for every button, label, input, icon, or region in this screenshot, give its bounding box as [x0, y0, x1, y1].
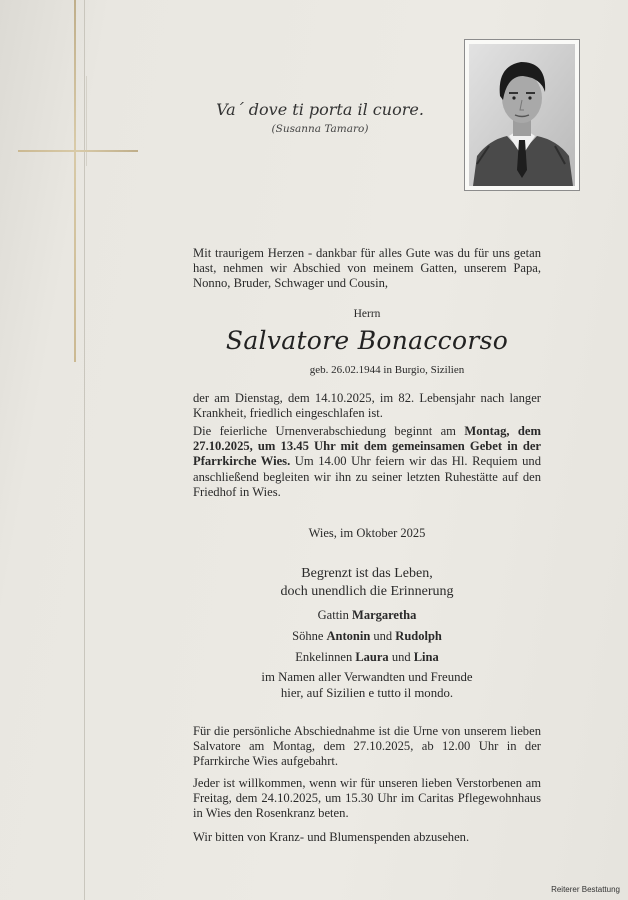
- son-1-name: Antonin: [326, 629, 371, 643]
- portrait-photo: [469, 44, 575, 186]
- sons-and: und: [370, 629, 396, 643]
- ceremony-text-before: Die feierliche Urnenverabschiedung beginnt am: [193, 424, 465, 438]
- relatives-line-1: im Namen aller Verwandten und Freunde: [261, 670, 473, 684]
- place-date: Wies, im Oktober 2025: [308, 526, 426, 540]
- motto-author: (Susanna Tamaro): [271, 123, 369, 135]
- family-sons: [193, 626, 541, 647]
- funeral-home-credit: Reiterer Bestattung: [551, 885, 620, 894]
- family-wife: [193, 605, 541, 626]
- intro-text: Mit traurigem Herzen - dankbar für alles Gute was du für uns getan hast, nehmen wir Abschied von meinem Gatten, unserem Papa, Nonno, Bruder, Schwager und Cousin,: [193, 246, 541, 291]
- birth-info: geb. 26.02.1944 in Burgio, Sizilien: [309, 364, 465, 376]
- sons-label: Söhne: [292, 629, 327, 643]
- grandchildren-label: Enkelinnen: [295, 650, 356, 664]
- motto: [200, 100, 440, 135]
- grandchildren-and: und: [388, 650, 414, 664]
- fold-crease: [84, 0, 85, 900]
- verse-line-2: doch unendlich die Erinnerung: [280, 584, 454, 599]
- relatives-line-2: hier, auf Sizilien e tutto il mondo.: [280, 686, 454, 700]
- cross-icon-vertical: [74, 0, 76, 362]
- family-grandchildren: [193, 647, 541, 668]
- son-2-name: Rudolph: [395, 629, 442, 643]
- flowers-text: Wir bitten von Kranz- und Blumenspenden abzusehen.: [193, 830, 470, 844]
- rosary-text: Jeder ist willkommen, wenn wir für unseren lieben Verstorbenen am Freitag, dem 24.10.2025, um 15.30 Uhr im Caritas Pflegewohnhaus in Wies den Rosenkranz beten.: [193, 776, 541, 821]
- grandchild-1-name: Laura: [355, 650, 389, 664]
- relatives-block: [193, 669, 541, 701]
- viewing-text: Für die persönliche Abschiednahme ist die Urne von unserem lieben Salvatore am Montag, dem 27.10.2025, ab 12.00 Uhr in der Pfarrkirche Wies aufgebahrt.: [193, 724, 541, 769]
- salutation: Herrn: [353, 308, 381, 320]
- wife-name: Margaretha: [352, 608, 417, 622]
- ceremony-text-after: Um 14.00 Uhr feiern wir das Hl. Requiem und anschließend begleiten wir ihn zu seiner letzten Ruhestätte auf den Friedhof in Wies.: [193, 454, 541, 499]
- fold-crease-mark: [86, 76, 87, 166]
- memorial-verse: [193, 565, 541, 601]
- death-text: der am Dienstag, dem 14.10.2025, im 82. Lebensjahr nach langer Krankheit, friedlich eingeschlafen ist.: [193, 391, 541, 421]
- portrait-frame: [464, 39, 580, 191]
- wife-label: Gattin: [317, 608, 353, 622]
- ceremony-text: [193, 424, 541, 500]
- family-list: [193, 605, 541, 668]
- grandchild-2-name: Lina: [413, 650, 439, 664]
- ceremony-text-bold: Montag, dem 27.10.2025, um 13.45 Uhr mit dem gemeinsamen Gebet in der Pfarrkirche Wies.: [193, 424, 541, 469]
- deceased-name: Salvatore Bonaccorso: [225, 326, 509, 355]
- motto-quote: Va´ dove ti porta il cuore.: [216, 100, 424, 119]
- cross-icon-horizontal: [18, 150, 138, 152]
- verse-line-1: Begrenzt ist das Leben,: [301, 566, 433, 581]
